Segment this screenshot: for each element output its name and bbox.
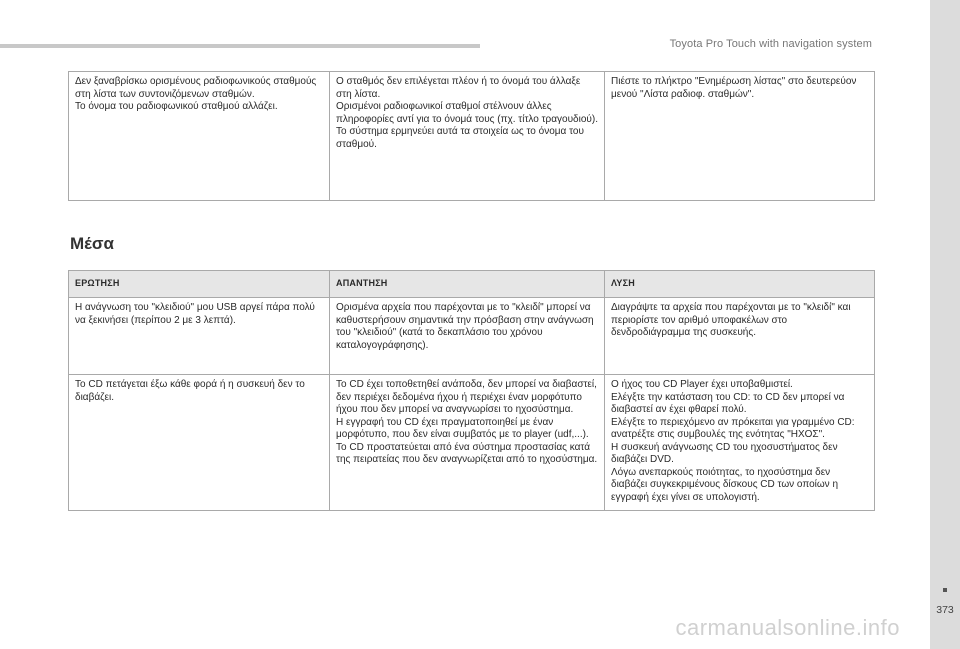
question-cell: Δεν ξαναβρίσκω ορισμένους ραδιοφωνικούς σταθμούς στη λίστα των συντονιζόμενων σταθμών. Το όνομα του ραδιοφωνικού σταθμού αλλάζει. [69, 72, 330, 201]
media-faq-table [68, 270, 875, 511]
section-title: Μέσα [70, 234, 114, 253]
solution-cell: Πιέστε το πλήκτρο "Ενημέρωση λίστας" στο δευτερεύον μενού "Λίστα ραδιοφ. σταθμών". [605, 72, 875, 201]
page-number: 373 [936, 604, 954, 616]
page-marker-dot [943, 588, 947, 592]
page-side-strip [930, 0, 960, 649]
table-row [69, 375, 875, 511]
column-header-question: ΕΡΩΤΗΣΗ [69, 271, 330, 298]
question-cell: Το CD πετάγεται έξω κάθε φορά ή η συσκευή δεν το διαβάζει. [69, 375, 330, 511]
header-rule [0, 44, 480, 48]
solution-cell: Ο ήχος του CD Player έχει υποβαθμιστεί. Ελέγξτε την κατάσταση του CD: το CD δεν μπορεί να διαβαστεί αν έχει φθαρεί πολύ. Ελέγξτε το περιεχόμενο αν πρόκειται για γραμμένο CD: ανατρέξτε στις συμβουλές της ενότητας "ΗΧΟΣ". Η συσκευή ανάγνωσης CD του ηχοσυστήματος δεν διαβάζει DVD. Λόγω ανεπαρκούς ποιότητας, το ηχοσύστημα δεν διαβάζει συγκεκριμένους δίσκους CD των οποίων η εγγραφή έχει γίνει σε υπολογιστή. [605, 375, 875, 511]
answer-cell: Ορισμένα αρχεία που παρέχονται με το "κλειδί" μπορεί να καθυστερήσουν σημαντικά την πρόσβαση στην ανάγνωση του "κλειδιού" (κατά το δεκαπλάσιο του χρόνου καταλογογράφησης). [330, 298, 605, 375]
table-row [69, 72, 875, 201]
table-row [69, 298, 875, 375]
solution-cell: Διαγράψτε τα αρχεία που παρέχονται με το "κλειδί" και περιορίστε τον αριθμό υποφακέλων στο δενδροδιάγραμμα της συσκευής. [605, 298, 875, 375]
radio-faq-table [68, 71, 875, 201]
table-header-row [69, 271, 875, 298]
answer-cell: Ο σταθμός δεν επιλέγεται πλέον ή το όνομά του άλλαξε στη λίστα. Ορισμένοι ραδιοφωνικοί σταθμοί στέλνουν άλλες πληροφορίες αντί για το όνομά τους (πχ. τίτλο τραγουδιού). Το σύστημα ερμηνεύει αυτά τα στοιχεία ως το όνομα του σταθμού. [330, 72, 605, 201]
column-header-solution: ΛΥΣΗ [605, 271, 875, 298]
column-header-answer: ΑΠΑΝΤΗΣΗ [330, 271, 605, 298]
question-cell: Η ανάγνωση του "κλειδιού" μου USB αργεί πάρα πολύ να ξεκινήσει (περίπου 2 με 3 λεπτά). [69, 298, 330, 375]
page-header-title: Toyota Pro Touch with navigation system [669, 38, 872, 50]
watermark: carmanualsonline.info [675, 615, 900, 640]
answer-cell: Το CD έχει τοποθετηθεί ανάποδα, δεν μπορεί να διαβαστεί, δεν περιέχει δεδομένα ήχου ή περιέχει έναν μορφότυπο ήχου που δεν μπορεί να αναγνωρίσει το ηχοσύστημα. Η εγγραφή του CD έχει πραγματοποιηθεί με έναν μορφότυπο, που δεν είναι συμβατός με το player (udf,...). Το CD προστατεύεται από ένα σύστημα προστασίας κατά της πειρατείας που δεν αναγνωρίζεται από το ηχοσύστημα. [330, 375, 605, 511]
